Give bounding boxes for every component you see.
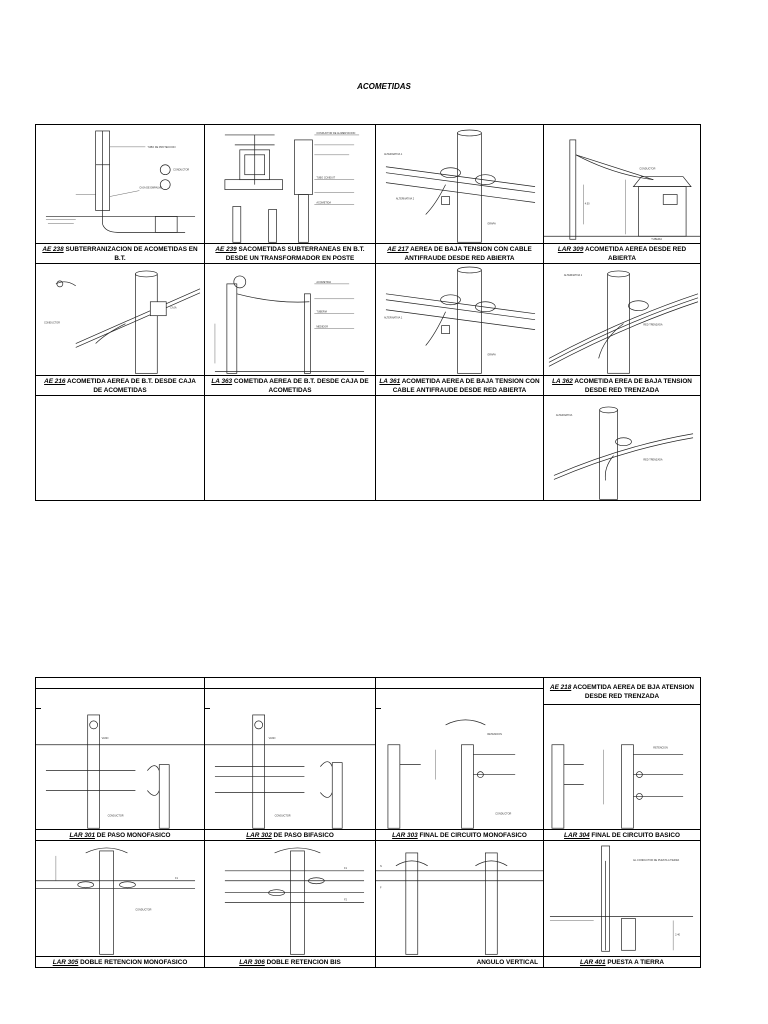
caption-cell (205, 830, 376, 841)
svg-text:RETENCION: RETENCION (653, 746, 668, 750)
drawing-title: ACOMETIDA AEREA DE B.T. DESDE CAJA DE ACOMETIDAS (66, 377, 196, 394)
caption-cell (376, 956, 544, 967)
corner-tick (375, 708, 381, 709)
empty-cell (376, 678, 544, 689)
drawing-code: LAR 301 (69, 832, 96, 840)
corner-tick (204, 708, 210, 709)
svg-text:ACOMETIDA: ACOMETIDA (316, 281, 332, 285)
top-drawing-table (35, 124, 701, 501)
pole-end-circuit-drawing-icon (544, 705, 700, 829)
svg-text:CAJA: CAJA (170, 307, 177, 311)
corner-tick (35, 708, 41, 709)
caption-cell (544, 375, 701, 395)
drawing-la-361 (376, 264, 544, 375)
svg-text:VANO: VANO (268, 736, 276, 740)
drawing-title: AEREA DE BAJA TENSION CON CABLE ANTIFRAUDE DESDE RED ABIERTA (404, 246, 532, 263)
svg-text:CONDUCTOR: CONDUCTOR (107, 813, 124, 817)
svg-text:ACOMETIDA: ACOMETIDA (316, 201, 332, 205)
svg-text:EL CONDUCTOR DE PUESTA A TIERR: EL CONDUCTOR DE PUESTA A TIERRA (633, 859, 680, 863)
caption-cell (544, 830, 701, 841)
drawing-code: LA 362 (552, 377, 573, 385)
svg-text:RETENCION: RETENCION (487, 732, 502, 736)
page-title: ACOMETIDAS (357, 82, 411, 91)
pole-single-phase-drawing-icon (36, 705, 204, 829)
svg-text:ALTERNATIVA 1: ALTERNATIVA 1 (383, 316, 403, 320)
drawing-title: DOBLE RETENCION MONOFASICO (80, 958, 188, 966)
drawing-lar-302 (205, 705, 376, 830)
svg-text:2.40: 2.40 (675, 933, 680, 937)
double-retention-drawing-icon (205, 841, 375, 955)
drawing-code: LAR 401 (579, 958, 606, 966)
caption-cell (36, 830, 205, 841)
drawing-code: LAR 305 (52, 958, 79, 966)
drawing-code: LAR 306 (239, 958, 265, 966)
service-box-drawing-icon (36, 264, 204, 374)
svg-text:ALTERNATIVA: ALTERNATIVA (555, 413, 573, 417)
drawing-title: ANGULO VERTICAL (476, 958, 538, 966)
svg-text:ALTERNATIVA 1: ALTERNATIVA 1 (383, 152, 403, 156)
drawing-code: LAR 304 (564, 832, 590, 840)
drawing-title: SUBTERRANIZACION DE ACOMETIDAS EN B.T. (65, 246, 198, 263)
drawing-code: AE 217 (387, 246, 409, 254)
drawing-title: DE PASO MONOFASICO (96, 832, 171, 840)
drawing-lar-309 (544, 125, 701, 244)
drawing-lar-304 (544, 705, 701, 830)
empty-cell (36, 689, 205, 705)
drawing-lar-401 (544, 841, 701, 956)
house-service-drawing-icon (544, 125, 700, 243)
svg-text:CONDUCTOR: CONDUCTOR (495, 811, 512, 815)
drawing-title: DOBLE RETENCION BIS (266, 958, 341, 966)
caption-cell (376, 830, 544, 841)
svg-text:TUBERIA: TUBERIA (651, 238, 663, 242)
pole-two-phase-drawing-icon (205, 705, 375, 829)
svg-text:CONDUCTOR: CONDUCTOR (173, 168, 190, 172)
vertical-angle-drawing-icon (376, 841, 543, 955)
pole-clamp-drawing-icon (376, 264, 543, 374)
drawing-code: LAR 303 (392, 832, 418, 840)
caption-cell (205, 956, 376, 967)
svg-text:CONDUCTOR: CONDUCTOR (639, 167, 656, 171)
svg-text:CONDUCTOR DE ALIMENTACION: CONDUCTOR DE ALIMENTACION (316, 131, 356, 135)
drawing-lar-303 (376, 705, 544, 830)
drawing-lar-301 (36, 705, 205, 830)
svg-text:TUBO CONDUIT: TUBO CONDUIT (316, 176, 336, 180)
drawing-ae-239 (205, 125, 376, 244)
svg-text:F2: F2 (344, 898, 348, 902)
drawing-lar-306 (205, 841, 376, 956)
drawing-code: LA 361 (379, 377, 401, 385)
drawing-code: LA 363 (211, 377, 233, 385)
svg-text:RED TRENZADA: RED TRENZADA (643, 323, 663, 327)
svg-text:CONDUCTOR: CONDUCTOR (43, 321, 60, 325)
pole-clamp-drawing-icon (376, 125, 543, 243)
grounding-drawing-icon (544, 841, 700, 955)
drawing-code: LAR 309 (557, 246, 584, 254)
double-retention-drawing-icon (36, 841, 204, 955)
corner-tick (35, 124, 41, 125)
caption-cell (376, 375, 544, 395)
empty-cell (376, 689, 544, 705)
svg-text:ALTERNATIVA 2: ALTERNATIVA 2 (395, 197, 415, 201)
svg-text:MEDIDOR: MEDIDOR (316, 325, 329, 329)
svg-text:ALTERNATIVA 1: ALTERNATIVA 1 (563, 274, 583, 278)
drawing-code: AE 216 (44, 377, 66, 385)
drawing-ae-217 (376, 125, 544, 244)
svg-text:N: N (379, 865, 382, 869)
svg-text:CONDUCTOR: CONDUCTOR (274, 813, 291, 817)
corner-tick (543, 124, 549, 125)
caption-cell (376, 244, 544, 264)
empty-cell (205, 395, 376, 500)
svg-text:CONDUCTOR: CONDUCTOR (135, 908, 152, 912)
caption-cell (36, 244, 205, 264)
pole-end-circuit-drawing-icon (376, 705, 543, 829)
corner-tick (204, 124, 210, 125)
drawing-code: AE 218 (549, 683, 572, 691)
empty-cell (205, 678, 376, 689)
drawing-la-363 (205, 264, 376, 375)
svg-text:TUBO DE PROTECCION: TUBO DE PROTECCION (147, 145, 176, 149)
drawing-ae-216 (36, 264, 205, 375)
caption-cell (36, 375, 205, 395)
drawing-la-362 (544, 264, 701, 375)
svg-text:CAJA DE EMPALME: CAJA DE EMPALME (139, 186, 163, 190)
drawing-code: LAR 302 (246, 832, 272, 840)
transformer-drawing-icon (205, 125, 375, 243)
drawing-title: PUESTA A TIERRA (607, 958, 665, 966)
pole-service-drawing-icon (205, 264, 375, 374)
svg-text:F1: F1 (175, 876, 179, 880)
twisted-network-drawing-icon (544, 396, 700, 500)
drawing-title: SACOMETIDAS SUBTERRANEAS EN B.T. DESDE UN TRANSFORMADOR EN POSTE (225, 246, 365, 263)
drawing-title: DE PASO BIFASICO (273, 832, 334, 840)
drawing-title: FINAL DE CIRCUITO BASICO (591, 832, 680, 840)
svg-text:VANO: VANO (101, 736, 109, 740)
caption-cell (544, 956, 701, 967)
corner-tick (375, 124, 381, 125)
drawing-ae-238 (36, 125, 205, 244)
empty-cell (36, 678, 205, 689)
underground-service-drawing-icon (36, 125, 204, 243)
svg-text:F1: F1 (344, 867, 348, 871)
drawing-title: ACOMETIDA AEREA DE BAJA TENSION CON CABLE ANTIFRAUDE DESDE RED ABIERTA (392, 377, 540, 394)
svg-text:GRAPA: GRAPA (487, 222, 496, 226)
bottom-drawing-table (35, 677, 701, 968)
drawing-title: COMETIDA AEREA DE B.T. DESDE CAJA DE ACOMETIDAS (233, 377, 369, 394)
svg-text:GRAPA: GRAPA (487, 353, 496, 357)
caption-cell (205, 244, 376, 264)
svg-text:RED TRENZADA: RED TRENZADA (643, 458, 663, 462)
caption-cell (544, 244, 701, 264)
caption-cell (36, 956, 205, 967)
empty-cell (205, 689, 376, 705)
svg-text:4.50: 4.50 (584, 202, 590, 206)
twisted-network-drawing-icon (544, 264, 700, 374)
empty-cell (36, 395, 205, 500)
drawing-code: AE 239 (215, 246, 237, 254)
drawing-title: ACOEMTIDA AEREA DE BJA ATENSION DESDE RED TRENZADA (572, 683, 695, 700)
svg-text:TUBERIA: TUBERIA (316, 311, 328, 315)
drawing-code: AE 238 (42, 246, 64, 254)
drawing-title: ACOMETIDA EREA DE BAJA TENSION DESDE RED TRENZADA (574, 377, 692, 394)
drawing-title: FINAL DE CIRCUITO MONOFASICO (419, 832, 527, 840)
drawing-lar-305 (36, 841, 205, 956)
empty-cell (376, 395, 544, 500)
caption-cell (205, 375, 376, 395)
caption-cell (544, 678, 701, 705)
drawing-title: ACOMETIDA AEREA DESDE RED ABIERTA (584, 246, 687, 263)
drawing-extra (544, 395, 701, 500)
drawing-angulo-vertical (376, 841, 544, 956)
svg-text:F: F (379, 886, 382, 890)
